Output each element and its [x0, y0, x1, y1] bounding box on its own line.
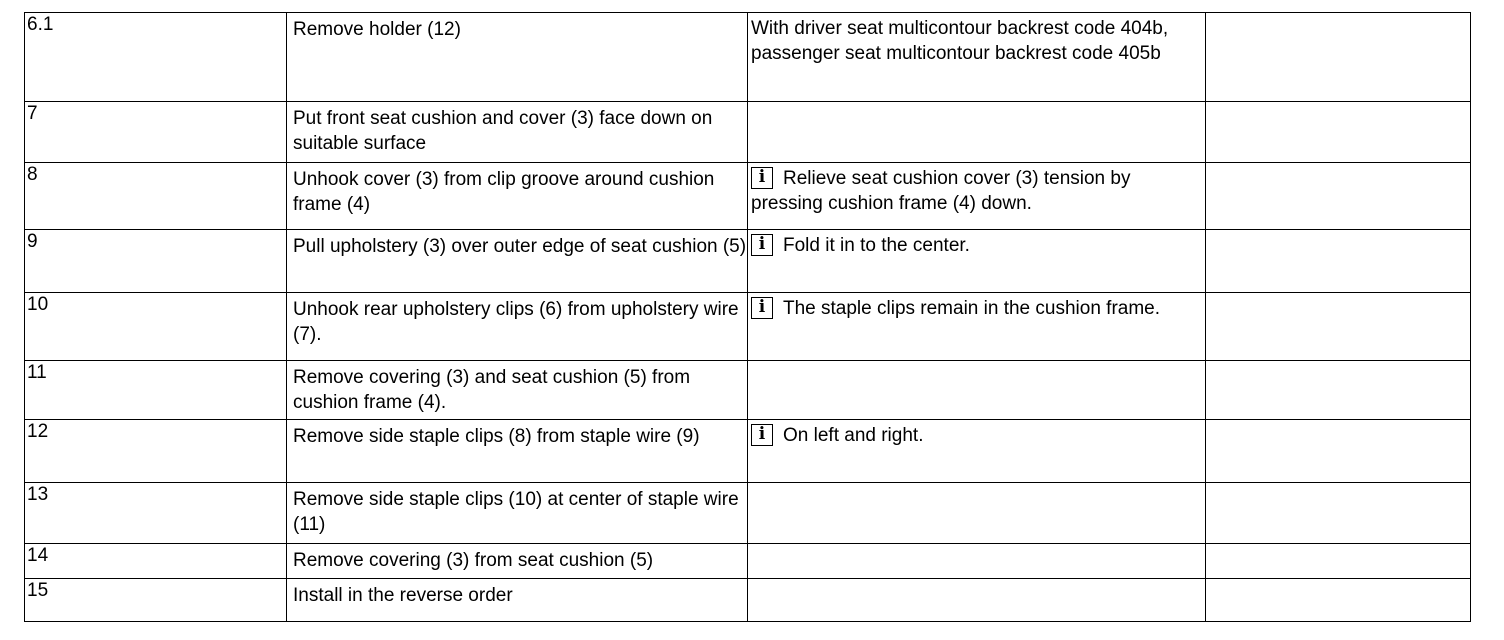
action-cell: Remove side staple clips (10) at center of staple wire (11) [287, 483, 748, 544]
step-number-cell: 8 [25, 163, 287, 230]
note-text: With driver seat multicontour backrest code 404b, passenger seat multicontour backrest code 405b [751, 18, 1169, 64]
action-cell: Remove covering (3) from seat cushion (5) [287, 544, 748, 579]
note-cell [748, 420, 1206, 483]
step-number-cell: 9 [25, 230, 287, 293]
step-number-cell: 12 [25, 420, 287, 483]
table-row [25, 293, 1471, 361]
empty-cell [1206, 579, 1471, 622]
procedure-table-body [25, 13, 1471, 622]
table-row [25, 13, 1471, 102]
step-number-cell: 7 [25, 102, 287, 163]
table-row [25, 230, 1471, 293]
step-number-cell: 6.1 [25, 13, 287, 102]
empty-cell [1206, 544, 1471, 579]
step-number-cell: 14 [25, 544, 287, 579]
action-cell: Unhook rear upholstery clips (6) from upholstery wire (7). [287, 293, 748, 361]
empty-cell [1206, 361, 1471, 420]
note-text: The staple clips remain in the cushion frame. [783, 298, 1161, 319]
table-row [25, 579, 1471, 622]
note-cell [748, 483, 1206, 544]
note-cell [748, 544, 1206, 579]
action-cell: Pull upholstery (3) over outer edge of seat cushion (5) [287, 230, 748, 293]
info-icon: i [751, 167, 773, 189]
table-row [25, 102, 1471, 163]
step-number-cell: 10 [25, 293, 287, 361]
info-icon: i [751, 297, 773, 319]
table-row [25, 163, 1471, 230]
empty-cell [1206, 102, 1471, 163]
note-cell [748, 230, 1206, 293]
procedure-table [24, 12, 1471, 622]
note-text: On left and right. [783, 425, 924, 446]
action-cell: Remove covering (3) and seat cushion (5) from cushion frame (4). [287, 361, 748, 420]
note-cell [748, 361, 1206, 420]
table-row [25, 361, 1471, 420]
empty-cell [1206, 420, 1471, 483]
note-text: Relieve seat cushion cover (3) tension by pressing cushion frame (4) down. [751, 168, 1131, 214]
note-cell [748, 163, 1206, 230]
action-cell: Install in the reverse order [287, 579, 748, 622]
info-icon: i [751, 424, 773, 446]
info-icon: i [751, 234, 773, 256]
step-number-cell: 11 [25, 361, 287, 420]
action-cell: Put front seat cushion and cover (3) face down on suitable surface [287, 102, 748, 163]
note-cell [748, 579, 1206, 622]
note-cell [748, 102, 1206, 163]
action-cell: Unhook cover (3) from clip groove around cushion frame (4) [287, 163, 748, 230]
action-cell: Remove side staple clips (8) from staple wire (9) [287, 420, 748, 483]
step-number-cell: 13 [25, 483, 287, 544]
note-text: Fold it in to the center. [783, 235, 970, 256]
empty-cell [1206, 163, 1471, 230]
empty-cell [1206, 293, 1471, 361]
note-cell [748, 13, 1206, 102]
action-cell: Remove holder (12) [287, 13, 748, 102]
note-cell [748, 293, 1206, 361]
table-row [25, 544, 1471, 579]
table-row [25, 483, 1471, 544]
step-number-cell: 15 [25, 579, 287, 622]
empty-cell [1206, 483, 1471, 544]
table-row [25, 420, 1471, 483]
empty-cell [1206, 230, 1471, 293]
empty-cell [1206, 13, 1471, 102]
